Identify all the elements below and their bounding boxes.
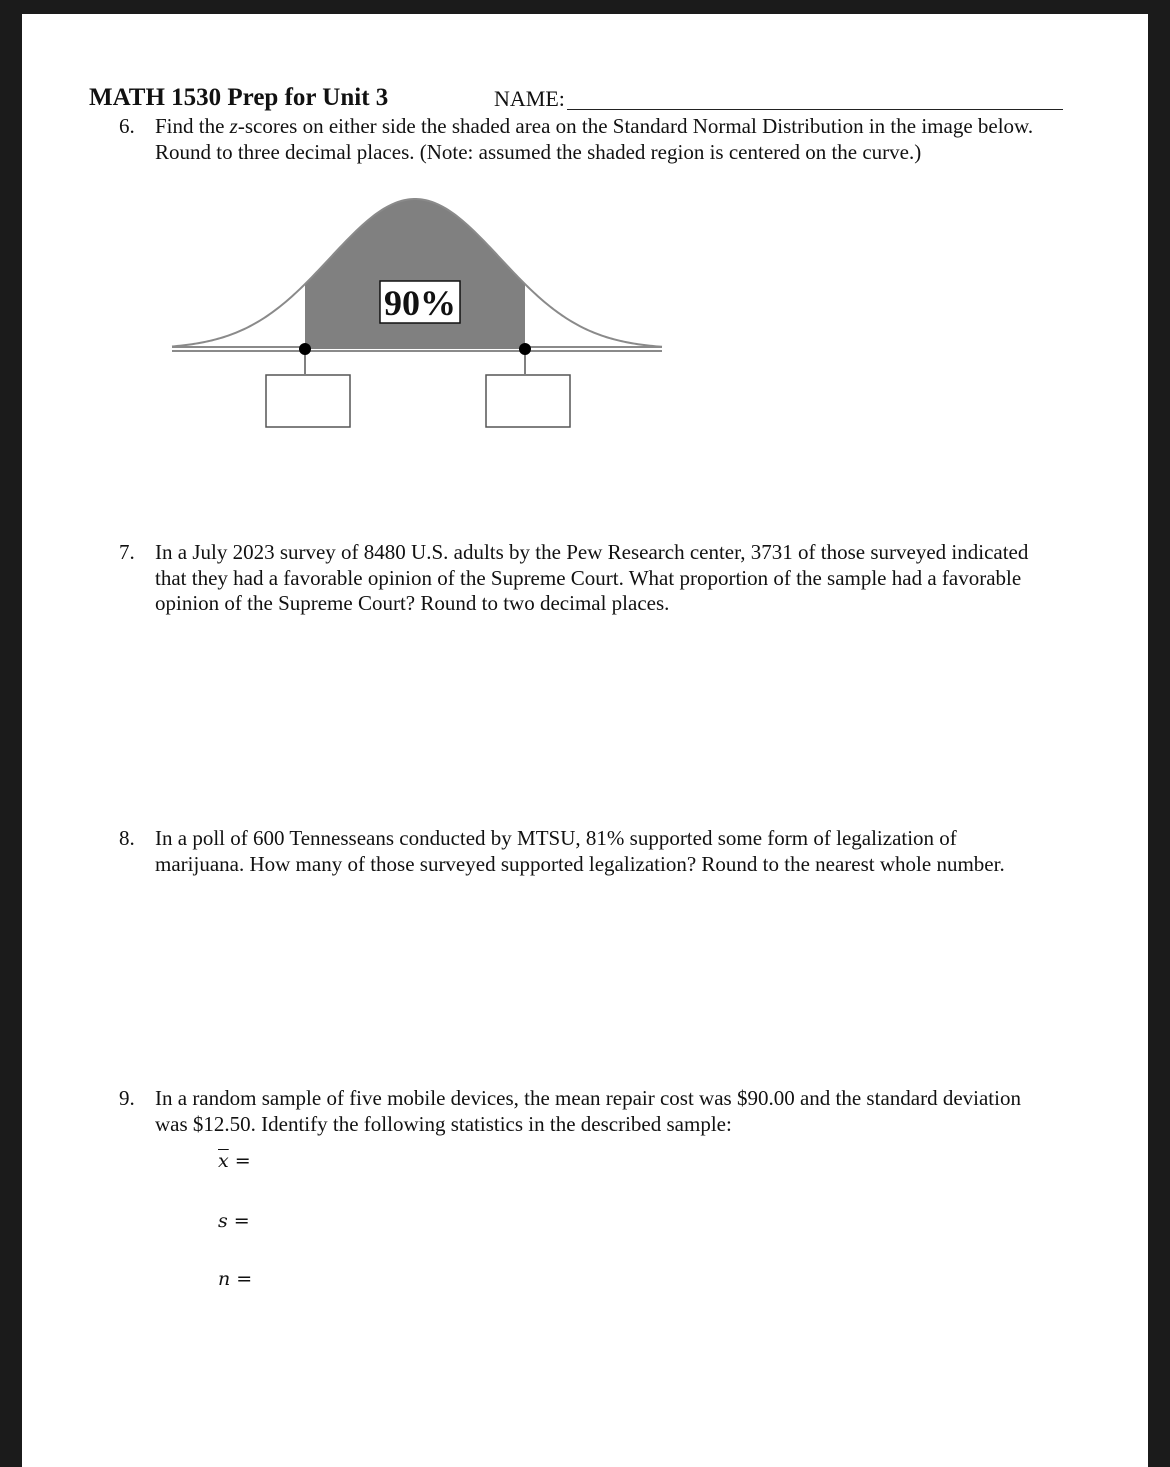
- sample-std-dev-field[interactable]: s =: [218, 1210, 250, 1232]
- sample-mean-symbol: $\overline{x}$: [218, 1150, 229, 1172]
- right-boundary-marker: [486, 343, 570, 427]
- question-8: [119, 826, 1099, 877]
- question-8-line-1: In a poll of 600 Tennesseans conducted by MTSU, 81% supported some form of legalization of: [155, 826, 957, 850]
- question-6-line-2: Round to three decimal places. (Note: assumed the shaded region is centered on the curve.): [155, 139, 922, 164]
- left-boundary-marker: [266, 343, 350, 427]
- question-number: 8.: [119, 826, 135, 850]
- question-7-line-1: In a July 2023 survey of 8480 U.S. adults by the Pew Research center, 3731 of those surveyed indicated: [155, 540, 1029, 564]
- question-7-line-3: opinion of the Supreme Court? Round to two decimal places.: [155, 591, 670, 615]
- left-z-score-answer-box[interactable]: [266, 375, 350, 427]
- shaded-area-label: 90%: [384, 283, 456, 323]
- right-boundary-point: [519, 343, 531, 355]
- name-field-line[interactable]: [567, 109, 1063, 110]
- question-9-line-2: was $12.50. Identify the following statistics in the described sample:: [155, 1111, 732, 1136]
- question-7: [119, 540, 1099, 617]
- sample-size-symbol: n: [218, 1268, 231, 1290]
- sample-mean-field[interactable]: $\overline{x}$ =: [218, 1150, 251, 1172]
- question-number: 6.: [119, 114, 135, 138]
- right-z-score-answer-box[interactable]: [486, 375, 570, 427]
- normal-distribution-figure: [170, 184, 670, 434]
- shaded-area-90-percent: [305, 199, 525, 349]
- question-9: [119, 1086, 1099, 1137]
- question-7-line-2: that they had a favorable opinion of the Supreme Court. What proportion of the sample had a favorable: [155, 565, 1022, 590]
- question-8-line-2: marijuana. How many of those surveyed supported legalization? Round to the nearest whole number.: [155, 851, 1005, 876]
- worksheet-page: [22, 14, 1148, 1467]
- question-number: 9.: [119, 1086, 135, 1110]
- question-6: [119, 114, 1099, 165]
- question-number: 7.: [119, 540, 135, 564]
- question-9-line-1: In a random sample of five mobile devices, the mean repair cost was $90.00 and the standard deviation: [155, 1086, 1021, 1110]
- page-title: MATH 1530 Prep for Unit 3: [89, 84, 389, 111]
- sample-size-field[interactable]: n =: [218, 1268, 253, 1290]
- left-boundary-point: [299, 343, 311, 355]
- sample-std-dev-symbol: s: [218, 1210, 228, 1232]
- name-label: NAME:: [494, 86, 565, 111]
- question-6-line-1: Find the z-scores on either side the shaded area on the Standard Normal Distribution in the image below.: [155, 114, 1034, 138]
